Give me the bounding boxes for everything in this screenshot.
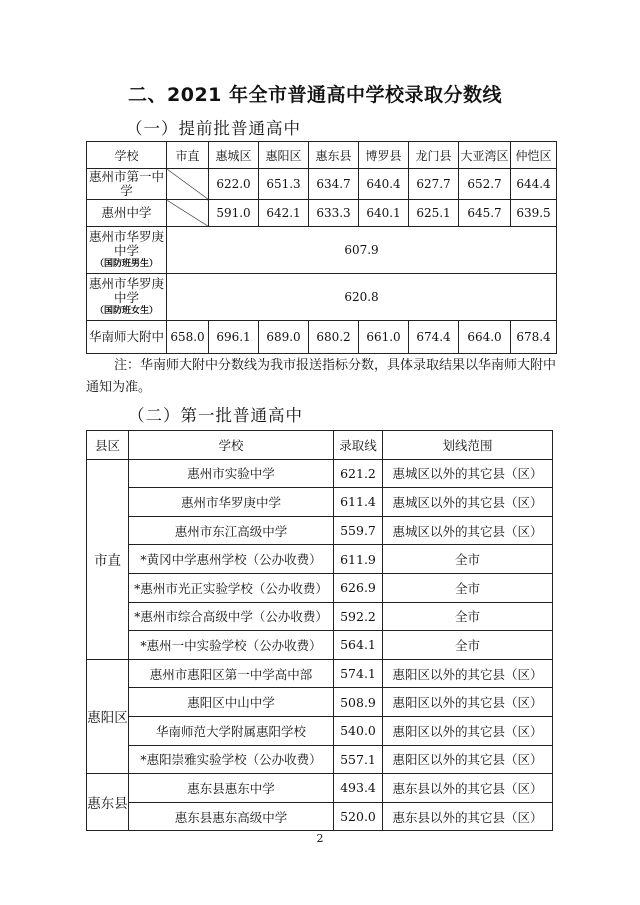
score-cell: 626.9 [334, 573, 383, 602]
score-cell: 661.0 [359, 321, 409, 354]
score-cell: 651.3 [259, 169, 309, 200]
range-cell: 全市 [383, 573, 553, 602]
school-name: 华南师范大学附属惠阳学校 [129, 716, 334, 745]
range-cell: 惠阳区以外的其它县（区） [383, 688, 553, 717]
score-cell: 621.2 [334, 459, 383, 488]
subsection-title-first-batch: （二）第一批普通高中 [128, 406, 303, 425]
score-cell: 508.9 [334, 688, 383, 717]
school-name: 惠州市东江高级中学 [129, 516, 334, 545]
score-cell: 674.4 [409, 321, 459, 354]
score-cell: 540.0 [334, 716, 383, 745]
score-cell: 627.7 [409, 169, 459, 200]
score-cell: 611.4 [334, 488, 383, 517]
score-cell: 611.9 [334, 545, 383, 574]
school-name: *惠州市光正实验学校（公办收费） [129, 573, 334, 602]
score-cell: 689.0 [259, 321, 309, 354]
school-name: 惠东县惠东高级中学 [129, 802, 334, 831]
header-cell: 大亚湾区 [459, 142, 511, 169]
score-cell: 520.0 [334, 802, 383, 831]
county-cell: 市直 [87, 459, 129, 659]
score-cell: 493.4 [334, 774, 383, 803]
header-cell: 学校 [87, 142, 167, 169]
table-row [87, 631, 553, 660]
header-cell: 惠阳区 [259, 142, 309, 169]
score-cell: 652.7 [459, 169, 511, 200]
first-batch-score-table [86, 430, 553, 831]
table-row [87, 573, 553, 602]
table-row [87, 488, 553, 517]
table-row [87, 716, 553, 745]
score-cell: 644.4 [511, 169, 557, 200]
header-cell: 市直 [167, 142, 209, 169]
school-name: 惠东县惠东中学 [129, 774, 334, 803]
score-cell: 680.2 [309, 321, 359, 354]
header-cell: 划线范围 [383, 431, 553, 460]
early-batch-score-table [86, 141, 557, 354]
school-name: 惠州中学 [87, 200, 167, 227]
table-header-row [87, 431, 553, 460]
range-cell: 全市 [383, 545, 553, 574]
county-cell: 惠阳区 [87, 659, 129, 773]
score-cell: 640.1 [359, 200, 409, 227]
score-cell: 642.1 [259, 200, 309, 227]
score-cell: 622.0 [209, 169, 259, 200]
school-name: 华南师大附中 [87, 321, 167, 354]
table-header-row [87, 142, 557, 169]
header-cell: 博罗县 [359, 142, 409, 169]
table-row [87, 200, 557, 227]
header-cell: 仲恺区 [511, 142, 557, 169]
range-cell: 惠阳区以外的其它县（区） [383, 659, 553, 688]
school-name-text: 惠州市华罗庚中学 [89, 276, 165, 305]
table-row [87, 659, 553, 688]
score-cell: 645.7 [459, 200, 511, 227]
school-name: 惠阳区中山中学 [129, 688, 334, 717]
school-name-text: 惠州市华罗庚中学 [89, 229, 165, 258]
score-cell: 696.1 [209, 321, 259, 354]
range-cell: 惠东县以外的其它县（区） [383, 774, 553, 803]
table-row [87, 169, 557, 200]
score-cell: 633.3 [309, 200, 359, 227]
school-name [87, 227, 167, 274]
diagonal-empty-cell [167, 169, 209, 200]
range-cell: 惠东县以外的其它县（区） [383, 802, 553, 831]
score-cell: 557.1 [334, 745, 383, 774]
header-cell: 龙门县 [409, 142, 459, 169]
range-cell: 全市 [383, 602, 553, 631]
class-tag: （国防班女生） [94, 306, 158, 316]
score-cell: 625.1 [409, 200, 459, 227]
table-row [87, 459, 553, 488]
score-cell: 634.7 [309, 169, 359, 200]
school-name: 惠州市华罗庚中学 [129, 488, 334, 517]
score-cell: 639.5 [511, 200, 557, 227]
header-cell: 惠东县 [309, 142, 359, 169]
school-name: *惠阳崇雅实验学校（公办收费） [129, 745, 334, 774]
score-cell: 591.0 [209, 200, 259, 227]
range-cell: 惠阳区以外的其它县（区） [383, 745, 553, 774]
table-row [87, 227, 557, 274]
range-cell: 惠城区以外的其它县（区） [383, 459, 553, 488]
school-name: *惠州一中实验学校（公办收费） [129, 631, 334, 660]
header-cell: 惠城区 [209, 142, 259, 169]
score-cell: 678.4 [511, 321, 557, 354]
table-row [87, 745, 553, 774]
table-row [87, 688, 553, 717]
table-row [87, 774, 553, 803]
score-cell: 564.1 [334, 631, 383, 660]
score-cell: 620.8 [167, 274, 557, 321]
score-cell: 559.7 [334, 516, 383, 545]
school-name: 惠州市惠阳区第一中学高中部 [129, 659, 334, 688]
school-name: *惠州市综合高级中学（公办收费） [129, 602, 334, 631]
range-cell: 惠城区以外的其它县（区） [383, 516, 553, 545]
score-cell: 640.4 [359, 169, 409, 200]
range-cell: 惠阳区以外的其它县（区） [383, 716, 553, 745]
header-cell: 县区 [87, 431, 129, 460]
county-cell: 惠东县 [87, 774, 129, 831]
table-row [87, 516, 553, 545]
score-cell: 664.0 [459, 321, 511, 354]
range-cell: 惠城区以外的其它县（区） [383, 488, 553, 517]
diagonal-empty-cell [167, 200, 209, 227]
class-tag: （国防班男生） [94, 259, 158, 269]
score-cell: 607.9 [167, 227, 557, 274]
school-name: 惠州市实验中学 [129, 459, 334, 488]
footnote: 注：华南师大附中分数线为我市报送指标分数，具体录取结果以华南师大附中通知为准。 [86, 358, 557, 395]
range-cell: 全市 [383, 631, 553, 660]
section-title: 二、2021 年全市普通高中学校录取分数线 [128, 84, 502, 106]
score-cell: 658.0 [167, 321, 209, 354]
header-cell: 学校 [129, 431, 334, 460]
score-cell: 574.1 [334, 659, 383, 688]
school-name: 惠州市第一中学 [87, 169, 167, 200]
page-number: 2 [316, 832, 324, 845]
header-cell: 录取线 [334, 431, 383, 460]
score-cell: 592.2 [334, 602, 383, 631]
table-row [87, 274, 557, 321]
table-row [87, 602, 553, 631]
subsection-title-early-batch: （一）提前批普通高中 [126, 119, 301, 138]
school-name: *黄冈中学惠州学校（公办收费） [129, 545, 334, 574]
table-row [87, 802, 553, 831]
table-row [87, 545, 553, 574]
school-name [87, 274, 167, 321]
table-row [87, 321, 557, 354]
